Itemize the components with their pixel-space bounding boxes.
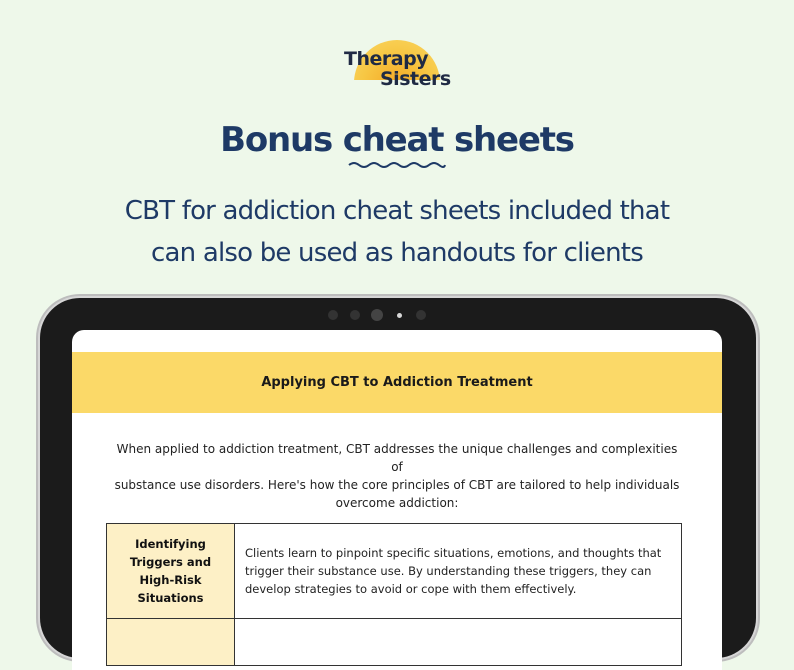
- document-banner: [72, 352, 722, 413]
- page-title: Bonus cheat sheets: [220, 120, 574, 160]
- row-header-cell: [107, 524, 235, 619]
- therapy-sisters-logo: [340, 38, 450, 90]
- intro-line-2: substance use disorders. Here's how the core principles of CBT are tailored to help individuals: [114, 478, 680, 492]
- row-header-line: Triggers and: [129, 555, 212, 569]
- tablet-screen: [72, 330, 722, 670]
- table-row: [107, 524, 682, 619]
- camera-bar: [328, 309, 468, 321]
- camera-icon: [371, 309, 383, 321]
- document-intro: [112, 440, 682, 512]
- intro-line-1: When applied to addiction treatment, CBT addresses the unique challenges and complexities of: [116, 442, 678, 474]
- subtitle-line-1: CBT for addiction cheat sheets included that: [124, 196, 670, 226]
- sensor-icon: [350, 310, 360, 320]
- subtitle-line-2: can also be used as handouts for clients: [151, 238, 643, 268]
- row-header-line: High-Risk: [139, 573, 202, 587]
- principles-table: [106, 523, 682, 666]
- row-description-line: trigger their substance use. By understanding these triggers, they can: [245, 564, 652, 578]
- row-header-line: Situations: [137, 591, 204, 605]
- page-subtitle: [60, 190, 734, 274]
- intro-line-3: overcome addiction:: [335, 496, 459, 510]
- logo-word-sisters: Sisters: [380, 68, 451, 90]
- table-row: [107, 619, 682, 666]
- row-description-line: Clients learn to pinpoint specific situations, emotions, and thoughts that: [245, 546, 662, 560]
- row-description-cell: [235, 524, 682, 619]
- indicator-light-icon: [397, 313, 402, 318]
- sensor-icon: [416, 310, 426, 320]
- document-title: Applying CBT to Addiction Treatment: [261, 375, 533, 390]
- tablet-frame: [40, 298, 756, 658]
- row-header-cell: [107, 619, 235, 666]
- squiggle-underline: [347, 161, 447, 169]
- sensor-icon: [328, 310, 338, 320]
- row-description-cell: [235, 619, 682, 666]
- row-header-line: Identifying: [135, 537, 206, 551]
- row-description-line: develop strategies to avoid or cope with them effectively.: [245, 582, 577, 596]
- logo-word-therapy: Therapy: [344, 48, 429, 70]
